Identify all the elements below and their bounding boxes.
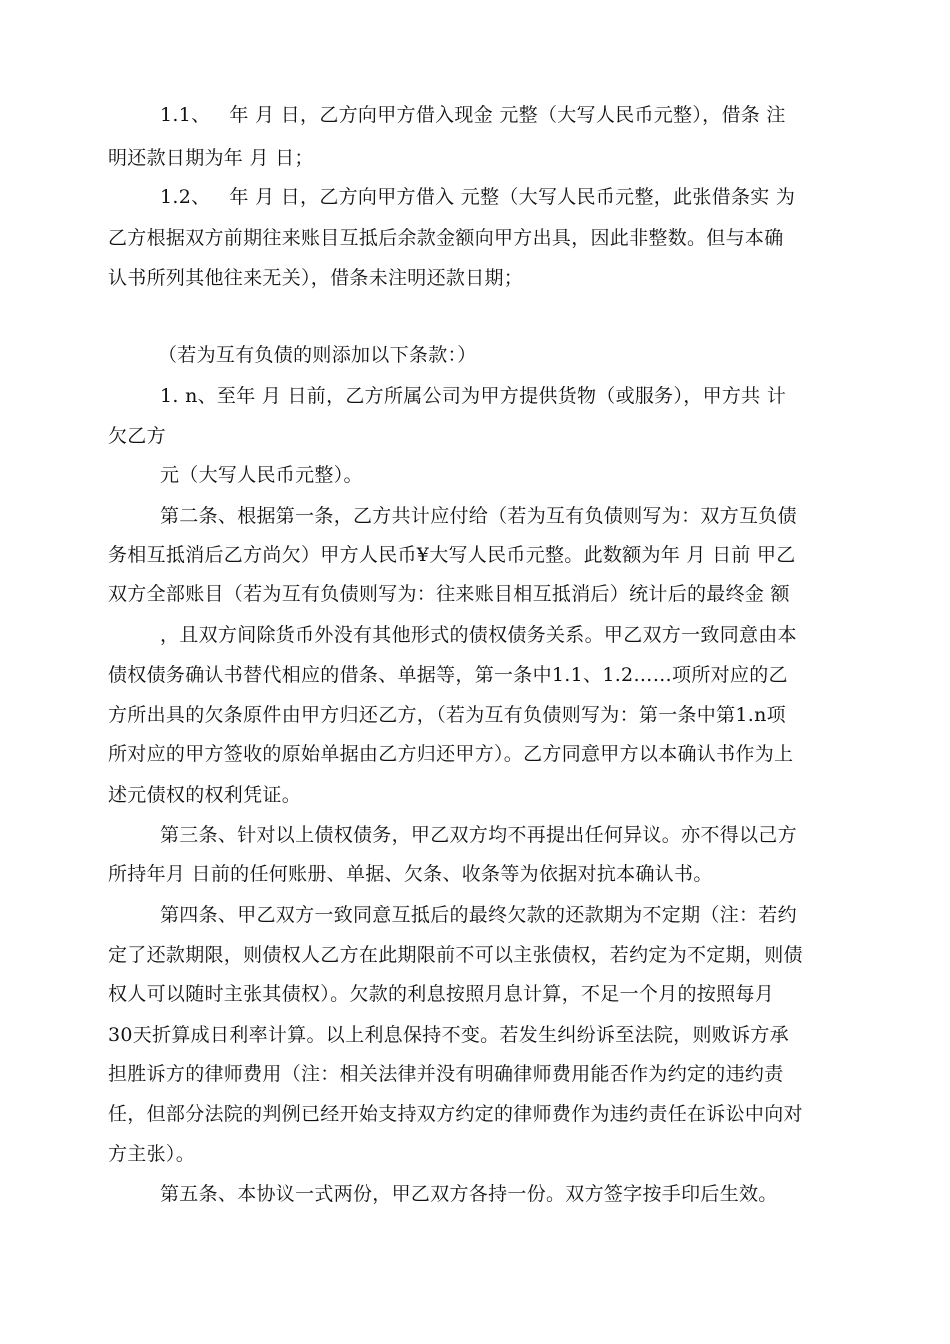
text-line: 所对应的甲方签收的原始单据由乙方归还甲方）。乙方同意甲方以本确认书作为上 [108,743,794,765]
text-line: （若为互有负债的则添加以下条款：） [158,344,477,366]
text-line: 债权债务确认书替代相应的借条、单据等，第一条中1.1、1.2……项所对应的乙 [108,664,788,686]
text-line: 第二条、根据第一条，乙方共计应付给（若为互有负债则写为：双方互负债 [160,505,797,527]
text-line: 务相互抵消后乙方尚欠）甲方人民币¥大写人民币元整。此数额为年 月 日前 甲乙 [108,544,796,566]
text-line: 担胜诉方的律师费用（注：相关法律并没有明确律师费用能否作为约定的违约责 [108,1063,784,1085]
text-line: 任，但部分法院的判例已经开始支持双方约定的律师费作为违约责任在诉讼中向对 [108,1103,803,1125]
text-line: 元（大写人民币元整）。 [160,464,363,486]
text-line: 方主张）。 [108,1143,196,1165]
text-line: 认书所列其他往来无关），借条未注明还款日期； [108,267,524,289]
text-line: 1. n、至年 月 日前，乙方所属公司为甲方提供货物（或服务），甲方共 计 [160,385,787,407]
text-line: 所持年月 日前的任何账册、单据、欠条、收条等为依据对抗本确认书。 [108,863,713,885]
text-line: 1.1、 年 月 日，乙方向甲方借入现金 元整（大写人民币元整），借条 注 [160,104,786,126]
text-line: ，且双方间除货币外没有其他形式的债权债务关系。甲乙双方一致同意由本 [160,624,797,646]
text-line: 1.2、 年 月 日，乙方向甲方借入 元整（大写人民币元整，此张借条实 为 [160,186,796,208]
text-line: 30天折算成日利率计算。以上利息保持不变。若发生纠纷诉至法院，则败诉方承 [108,1024,789,1046]
text-line: 双方全部账目（若为互有负债则写为：往来账目相互抵消后）统计后的最终金 额 [108,583,790,605]
text-line: 乙方根据双方前期往来账目互抵后余款金额向甲方出具，因此非整数。但与本确 [108,227,784,249]
text-line: 方所出具的欠条原件由甲方归还乙方，（若为互有负债则写为：第一条中第1.n项 [108,704,786,726]
text-line: 明还款日期为年 月 日； [108,147,314,169]
text-line: 权人可以随时主张其债权）。欠款的利息按照月息计算，不足一个月的按照每月 [108,983,775,1005]
text-line: 第三条、针对以上债权债务，甲乙双方均不再提出任何异议。亦不得以己方 [160,824,797,846]
text-line: 定了还款期限，则债权人乙方在此期限前不可以主张债权，若约定为不定期，则债 [108,944,803,966]
text-line: 述元债权的权利凭证。 [108,784,302,806]
text-line: 第五条、本协议一式两份，甲乙双方各持一份。双方签字按手印后生效。 [160,1183,778,1205]
text-line: 第四条、甲乙双方一致同意互抵后的最终欠款的还款期为不定期（注：若约 [160,904,797,926]
text-line: 欠乙方 [108,425,166,447]
